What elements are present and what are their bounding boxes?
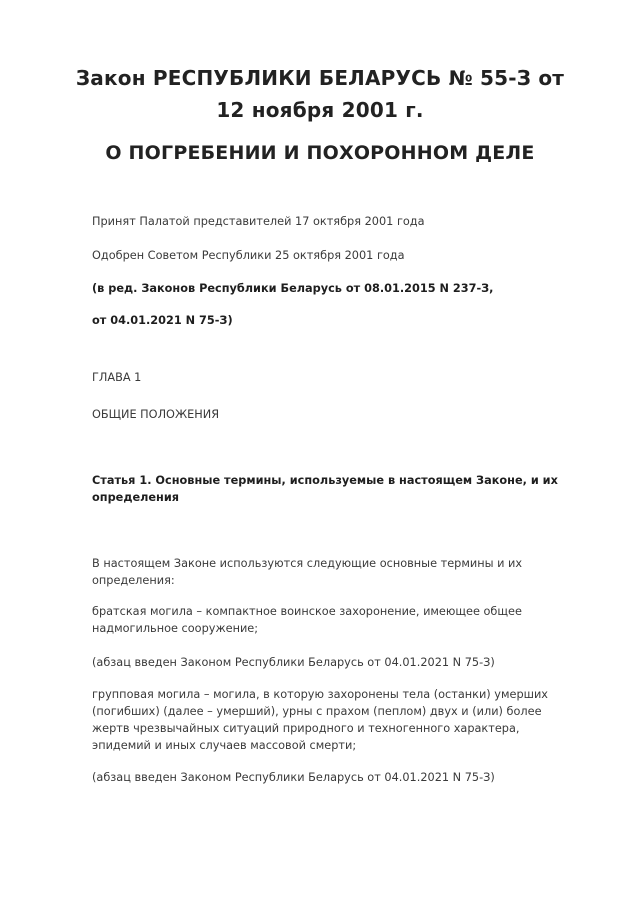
paragraph-bratskaya-mogila: братская могила – компактное воинское захоронение, имеющее общее надмогильное сооружение; bbox=[92, 605, 522, 635]
chapter-number: ГЛАВА 1 bbox=[92, 371, 142, 384]
approved-note: Одобрен Советом Республики 25 октября 2001 года bbox=[92, 249, 405, 262]
adopted-note: Принят Палатой представителей 17 октября 2001 года bbox=[92, 215, 425, 228]
chapter-title: ОБЩИЕ ПОЛОЖЕНИЯ bbox=[92, 408, 220, 421]
paragraph-intro: В настоящем Законе используются следующие основные термины и их определения: bbox=[92, 557, 523, 587]
document-subtitle: О ПОГРЕБЕНИИ И ПОХОРОННОМ ДЕЛЕ bbox=[105, 142, 535, 164]
amendment-note: (абзац введен Законом Республики Беларусь от 04.01.2021 N 75-З) bbox=[92, 771, 495, 784]
revision-note-line-2: от 04.01.2021 N 75-З) bbox=[92, 314, 233, 327]
article-title: Статья 1. Основные термины, используемые в настоящем Законе, и их определения bbox=[92, 474, 558, 504]
revision-note-line-1: (в ред. Законов Республики Беларусь от 08.01.2015 N 237-З, bbox=[92, 282, 494, 295]
document-title-line-1: Закон РЕСПУБЛИКИ БЕЛАРУСЬ № 55-З от bbox=[75, 66, 565, 90]
document-title-line-2: 12 ноября 2001 г. bbox=[216, 98, 424, 122]
paragraph-gruppovaya-mogila: групповая могила – могила, в которую захоронены тела (останки) умерших (погибших) (далее – умерший), урны с прахом (пеплом) двух и (или) более жертв чрезвычайных ситуаций природного и техногенного характера, эпидемий и иных случаев массовой смерти; bbox=[92, 688, 548, 752]
amendment-note: (абзац введен Законом Республики Беларусь от 04.01.2021 N 75-З) bbox=[92, 656, 495, 669]
